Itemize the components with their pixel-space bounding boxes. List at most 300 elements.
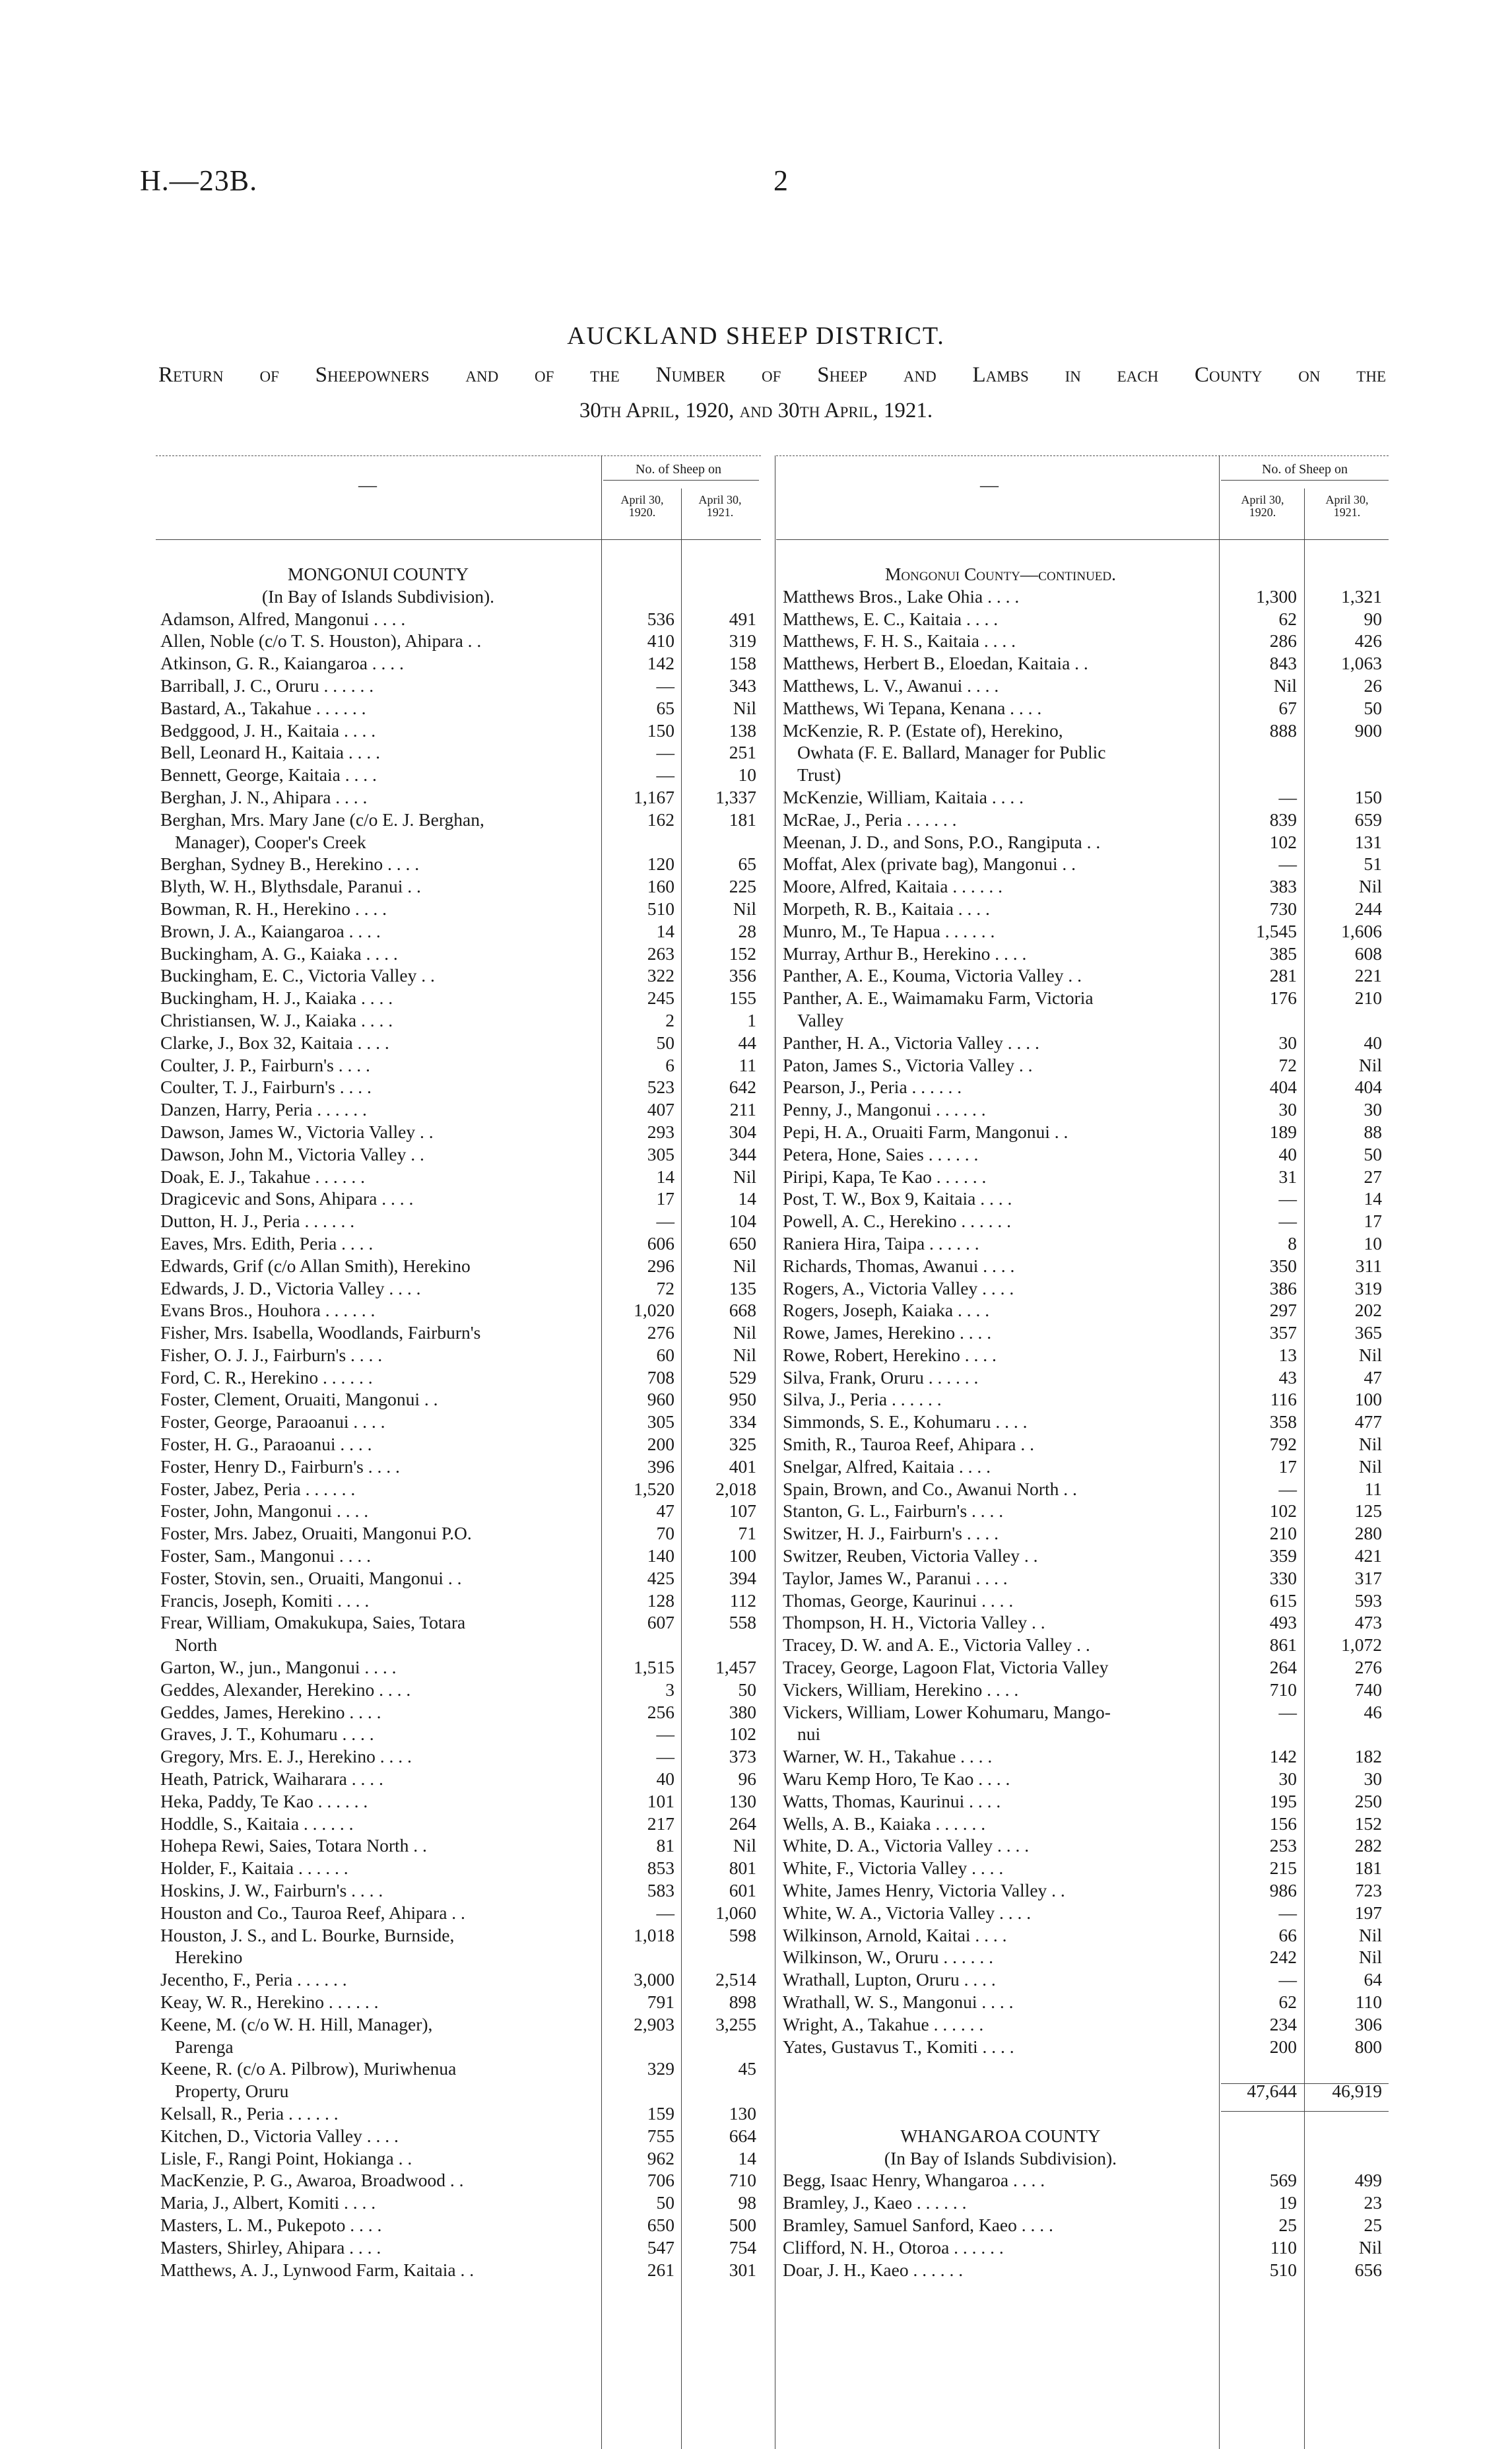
table-row [160,1211,756,1233]
sheep-1920: 615 [1269,1590,1297,1611]
owner-name: Lisle, F., Rangi Point, Hokianga . . [160,2147,412,2168]
table-row [160,1479,756,1501]
table-row [160,965,756,988]
sheep-1921: 1,072 [1341,1634,1382,1656]
table-row [160,1835,756,1858]
table-row [160,1010,756,1032]
table-row [160,1969,756,1992]
owner-name: Edwards, J. D., Victoria Valley . . . . [160,1277,421,1298]
table-row [160,898,756,921]
sheep-1921: 598 [729,1924,756,1945]
table-row [160,1300,756,1322]
sheep-1920: 493 [1269,1612,1297,1633]
sheep-1920: 150 [647,720,674,741]
sheep-1920: 128 [647,1590,674,1611]
sheep-1920: 242 [1269,1947,1297,1968]
sheep-1921: 1,063 [1341,653,1382,674]
table-row [160,698,756,720]
owner-name: Coulter, T. J., Fairburn's . . . . [160,1077,372,1098]
table-row [783,1122,1386,1144]
sheep-1921: 131 [1354,831,1382,852]
table-row [160,1545,756,1568]
owner-name: Brown, J. A., Kaiangaroa . . . . [160,920,381,941]
owner-name: Raniera Hira, Taipa . . . . . . [783,1232,979,1254]
sheep-1921: 23 [1364,2192,1382,2213]
sheep-1921: 17 [1364,1211,1382,1232]
sheep-1920: 396 [647,1456,674,1477]
owner-name: Yates, Gustavus T., Komiti . . . . [783,2036,1014,2057]
owner-name: Spain, Brown, and Co., Awanui North . . [783,1478,1077,1499]
left-group-header: No. of Sheep on [636,462,721,477]
table-row [783,809,1386,832]
owner-name: Valley [797,1009,844,1030]
owner-name: Parenga [175,2036,234,2057]
owner-name: Gregory, Mrs. E. J., Herekino . . . . [160,1746,412,1767]
sheep-1921: 740 [1354,1679,1382,1700]
owner-name: Bedggood, J. H., Kaitaia . . . . [160,720,376,741]
table-row [160,1568,756,1590]
owner-name: Fisher, O. J. J., Fairburn's . . . . [160,1344,383,1365]
table-row [160,720,756,743]
sheep-1921: 500 [729,2214,756,2235]
table-row [783,2014,1386,2036]
sheep-1921: 656 [1354,2259,1382,2280]
table-row [160,764,756,787]
table-row [783,1322,1386,1345]
owner-name: Wrathall, Lupton, Oruru . . . . [783,1969,996,1990]
sheep-1920: 47,644 [1247,2081,1297,2102]
table-row [783,1367,1386,1390]
sheep-1920: 200 [1269,2036,1297,2057]
owner-name: Wilkinson, Arnold, Kaitai . . . . [783,1924,1007,1945]
owner-name: (In Bay of Islands Subdivision). [261,586,495,607]
table-row [160,2036,756,2059]
table-row [783,2192,1386,2215]
table-row [160,609,756,631]
table-row [160,2260,756,2282]
sheep-1920: 305 [647,1411,674,1432]
sheep-1921: 343 [729,675,756,696]
sheep-1920: 159 [647,2102,674,2124]
table-row [783,1791,1386,1813]
table-row [160,1411,756,1434]
owner-name: Owhata (F. E. Ballard, Manager for Public [797,742,1106,763]
table-row [160,1634,756,1657]
table-row [783,1545,1386,1568]
sheep-1921: 130 [729,1790,756,1811]
table-row [783,653,1386,675]
table-row [160,1992,756,2014]
section-heading [160,564,756,586]
sheep-1920: 140 [647,1545,674,1566]
sheep-1921: 150 [1354,786,1382,807]
sheep-1920: 215 [1269,1858,1297,1879]
left-top-rule [156,455,761,456]
table-row [160,630,756,653]
table-row [783,1902,1386,1925]
sheep-1920: 101 [647,1790,674,1811]
table-row [160,1434,756,1456]
sheep-1921: 158 [729,653,756,674]
table-row [160,2014,756,2036]
sheep-1921: 102 [729,1724,756,1745]
sheep-1920: 30 [1278,1099,1297,1120]
owner-name: Clarke, J., Box 32, Kaitaia . . . . [160,1032,389,1053]
table-row [783,586,1386,609]
owner-name: Rogers, Joseph, Kaiaka . . . . [783,1300,990,1321]
owner-name: Blyth, W. H., Blythsdale, Paranui . . [160,876,421,897]
sheep-1920: 234 [1269,2013,1297,2034]
sheep-1921: 325 [729,1434,756,1455]
sheep-1920: — [1278,1969,1297,1990]
table-row [783,2260,1386,2282]
sheep-1920: 296 [647,1255,674,1276]
sheep-1921: 608 [1354,943,1382,964]
table-row [160,832,756,854]
sheep-1921: 135 [729,1277,756,1298]
owner-name: Trust) [797,764,841,786]
owner-name: Panther, A. E., Kouma, Victoria Valley . . [783,965,1082,986]
table-row [783,1077,1386,1099]
table-row [160,2148,756,2170]
sheep-1921: 898 [729,1992,756,2012]
table-row [783,1411,1386,1434]
sheep-1920: 843 [1269,653,1297,674]
table-row [160,943,756,966]
sheep-1920: 263 [647,943,674,964]
sheep-1920: 14 [656,920,674,941]
owner-name: Watts, Thomas, Kaurinui . . . . [783,1790,1001,1811]
sheep-1920: 40 [656,1768,674,1790]
table-row [160,1233,756,1256]
sheep-1920: 385 [1269,943,1297,964]
right-header-rule [776,539,1389,540]
sheep-1920: 65 [656,697,674,718]
owner-name: Vickers, William, Lower Kohumaru, Mango- [783,1701,1111,1722]
owner-name: Buckingham, H. J., Kaiaka . . . . [160,988,393,1009]
sheep-1920: 986 [1269,1880,1297,1901]
sheep-1920: — [656,764,674,786]
table-row [783,1300,1386,1322]
sheep-1921: Nil [1358,1456,1382,1477]
sheep-1920: — [1278,786,1297,807]
sheep-1920: 30 [1278,1768,1297,1790]
table-row [783,1032,1386,1055]
sheep-1921: 50 [1364,1143,1382,1164]
sheep-1920: 607 [647,1612,674,1633]
sheep-1920: 43 [1278,1366,1297,1388]
table-row [160,1345,756,1367]
owner-name: Warner, W. H., Takahue . . . . [783,1746,993,1767]
table-row [783,832,1386,854]
sheep-1920: 162 [647,809,674,830]
owner-name: Garton, W., jun., Mangonui . . . . [160,1657,397,1678]
owner-name: Bell, Leonard H., Kaitaia . . . . [160,742,380,763]
sheep-1921: 28 [738,920,756,941]
sheep-1921: Nil [733,898,756,919]
table-row [160,1724,756,1746]
sheep-1921: 51 [1364,854,1382,875]
table-row [783,2170,1386,2192]
table-row [783,988,1386,1010]
table-row [783,1434,1386,1456]
right-col1-header: April 30, 1920. [1241,493,1284,519]
sheep-1921: 14 [738,1188,756,1209]
sheep-1920: — [656,1724,674,1745]
sheep-1920: 357 [1269,1322,1297,1343]
owner-name: Pepi, H. A., Oruaiti Farm, Mangonui . . [783,1121,1068,1142]
table-row [783,1992,1386,2014]
sheep-1921: 276 [1354,1657,1382,1678]
owner-name: Coulter, J. P., Fairburn's . . . . [160,1054,370,1075]
owner-name: Dragicevic and Sons, Ahipara . . . . [160,1188,414,1209]
sheep-1921: 225 [729,876,756,897]
sheep-1921: 304 [729,1121,756,1142]
table-row [160,1612,756,1634]
sheep-1921: 664 [729,2125,756,2146]
sheep-1921: Nil [733,1835,756,1856]
owner-name: Matthews, Wi Tepana, Kenana . . . . [783,697,1042,718]
sheep-1921: 394 [729,1567,756,1588]
table-row [160,1055,756,1077]
sheep-1920: 253 [1269,1835,1297,1856]
owner-name: Danzen, Harry, Peria . . . . . . [160,1099,367,1120]
sheep-1920: 40 [1278,1143,1297,1164]
owner-name: Waru Kemp Horo, Te Kao . . . . [783,1768,1010,1790]
sheep-1921: 710 [729,2170,756,2191]
sheep-1920: 358 [1269,1411,1297,1432]
sheep-1921: Nil [1358,1054,1382,1075]
sheep-1920: 19 [1278,2192,1297,2213]
sheep-1920: 62 [1278,608,1297,629]
table-row [160,876,756,898]
owner-name: Rowe, James, Herekino . . . . [783,1322,992,1343]
sheep-1920: 650 [647,2214,674,2235]
sheep-1920: 110 [1270,2236,1297,2258]
sheep-1921: 202 [1354,1300,1382,1321]
table-row [160,1322,756,1345]
table-row [783,1099,1386,1122]
sheep-1920: 81 [656,1835,674,1856]
owner-name: Bastard, A., Takahue . . . . . . [160,697,366,718]
owner-name: nui [797,1724,821,1745]
sheep-1921: 64 [1364,1969,1382,1990]
owner-name: Silva, Frank, Oruru . . . . . . [783,1366,979,1388]
table-row [160,1523,756,1545]
sheep-1920: 261 [647,2259,674,2280]
sheep-1921: 11 [739,1054,756,1075]
sheep-1921: 3,255 [715,2013,756,2034]
sheep-1921: 264 [729,1813,756,1834]
owner-name: Allen, Noble (c/o T. S. Houston), Ahipara . . [160,630,482,652]
right-col2-header: April 30, 1921. [1325,493,1369,519]
sheep-1921: 282 [1354,1835,1382,1856]
owner-name: Thompson, H. H., Victoria Valley . . [783,1612,1045,1633]
total-row [783,2081,1386,2103]
table-row [160,1367,756,1390]
sheep-1921: 14 [738,2147,756,2168]
owner-name: Manager), Cooper's Creek [175,831,366,852]
table-row [160,1925,756,1947]
table-row [783,1634,1386,1657]
table-row [783,1500,1386,1523]
sheep-1921: 401 [729,1456,756,1477]
table-row [160,1188,756,1211]
table-row [783,1456,1386,1479]
table-row [160,1166,756,1189]
sheep-1920: — [1278,1211,1297,1232]
sheep-1921: 50 [1364,697,1382,718]
sheep-1920: 217 [647,1813,674,1834]
owner-name: Clifford, N. H., Otoroa . . . . . . [783,2236,1004,2258]
right-name-col-header: — [980,475,999,496]
table-row [783,1702,1386,1724]
sheep-1921: 317 [1354,1567,1382,1588]
sheep-1921: 421 [1354,1545,1382,1566]
sheep-1921: 25 [1364,2214,1382,2235]
sheep-1921: 558 [729,1612,756,1633]
owner-name: Maria, J., Albert, Komiti . . . . [160,2192,376,2213]
sheep-1920: 1,018 [634,1924,674,1945]
table-row [160,1256,756,1278]
sheep-1920: 404 [1269,1077,1297,1098]
table-row [783,1389,1386,1411]
sheep-1921: 380 [729,1701,756,1722]
owner-name: White, D. A., Victoria Valley . . . . [783,1835,1030,1856]
owner-name: WHANGAROA COUNTY [900,2125,1101,2146]
table-row [160,2058,756,2081]
table-row [783,720,1386,743]
table-row [783,1947,1386,1969]
owner-name: Moffat, Alex (private bag), Mangonui . . [783,854,1076,875]
owner-name: Dutton, H. J., Peria . . . . . . [160,1211,355,1232]
sheep-1921: 668 [729,1300,756,1321]
owner-name: Meenan, J. D., and Sons, P.O., Rangiputa . . [783,831,1101,852]
sheep-1921: 754 [729,2236,756,2258]
sheep-1921: 40 [1364,1032,1382,1053]
right-top-rule [776,455,1389,456]
table-row [160,1768,756,1791]
owner-name: Herekino [175,1947,243,1968]
owner-name: Foster, Clement, Oruaiti, Mangonui . . [160,1389,438,1410]
sheep-1921: 152 [1354,1813,1382,1834]
sheep-1920: 329 [647,2058,674,2079]
sheep-1921: 65 [738,854,756,875]
owner-name: Hoskins, J. W., Fairburn's . . . . [160,1880,383,1901]
table-row [783,1813,1386,1836]
sheep-1921: 71 [738,1523,756,1544]
owner-name: Masters, L. M., Pukepoto . . . . [160,2214,382,2235]
owner-name: Dawson, John M., Victoria Valley . . [160,1143,424,1164]
table-row [783,1768,1386,1791]
sheep-1920: 1,167 [634,786,674,807]
sheep-1920: 536 [647,608,674,629]
page-title: AUCKLAND SHEEP DISTRICT. [567,322,945,350]
sheep-1920: 710 [1269,1679,1297,1700]
sheep-1921: 88 [1364,1121,1382,1142]
left-col2-header: April 30, 1921. [698,493,742,519]
table-row [160,1947,756,1969]
sheep-1921: 104 [729,1211,756,1232]
sheep-1920: 755 [647,2125,674,2146]
owner-name: Panther, A. E., Waimamaku Farm, Victoria [783,988,1094,1009]
owner-name: Geddes, Alexander, Herekino . . . . [160,1679,411,1700]
table-row [160,1880,756,1902]
table-row [783,2215,1386,2237]
sheep-1921: 593 [1354,1590,1382,1611]
left-table-body [160,564,756,2281]
sheep-1920: — [1278,854,1297,875]
sheep-1921: 311 [1355,1255,1382,1276]
owner-name: Morpeth, R. B., Kaitaia . . . . [783,898,990,919]
sheep-1921: Nil [733,1255,756,1276]
sheep-1920: 176 [1269,988,1297,1009]
table-row [783,943,1386,966]
sheep-1920: 72 [1278,1054,1297,1075]
owner-name: White, W. A., Victoria Valley . . . . [783,1902,1032,1923]
sheep-1921: 900 [1354,720,1382,741]
owner-name: White, James Henry, Victoria Valley . . [783,1880,1065,1901]
table-row [160,653,756,675]
sheep-1921: 244 [1354,898,1382,919]
table-row [783,1211,1386,1233]
sheep-1921: 723 [1354,1880,1382,1901]
owner-name: Munro, M., Te Hapua . . . . . . [783,920,995,941]
sheep-1920: 72 [656,1277,674,1298]
table-row [783,1479,1386,1501]
sheep-1921: 44 [738,1032,756,1053]
sheep-1920: 706 [647,2170,674,2191]
owner-name: Wilkinson, W., Oruru . . . . . . [783,1947,993,1968]
owner-name: Piripi, Kapa, Te Kao . . . . . . [783,1166,987,1187]
sheep-1921: 659 [1354,809,1382,830]
sheep-1921: Nil [1358,1344,1382,1365]
sheep-1921: 152 [729,943,756,964]
sheep-1920: 2,903 [634,2013,674,2034]
owner-name: Doar, J. H., Kaeo . . . . . . [783,2259,964,2280]
owner-name: Switzer, H. J., Fairburn's . . . . [783,1523,999,1544]
table-row [160,2170,756,2192]
table-row [783,1746,1386,1768]
sheep-1920: 1,515 [634,1657,674,1678]
sheep-1921: 47 [1364,1366,1382,1388]
table-row [783,965,1386,988]
table-row [783,698,1386,720]
owner-name: Matthews, A. J., Lynwood Farm, Kaitaia . . [160,2259,475,2280]
owner-name: Wrathall, W. S., Mangonui . . . . [783,1992,1014,2012]
owner-name: McRae, J., Peria . . . . . . [783,809,957,830]
sheep-1920: 305 [647,1143,674,1164]
sheep-1921: 491 [729,608,756,629]
table-row [783,609,1386,631]
sheep-1921: 130 [729,2102,756,2124]
section-heading [783,2126,1386,2148]
owner-name: Taylor, James W., Paranui . . . . [783,1567,1008,1588]
sheep-1921: 30 [1364,1768,1382,1790]
sheep-1920: 293 [647,1121,674,1142]
table-row [783,1657,1386,1679]
owner-name: Bennett, George, Kaitaia . . . . [160,764,377,786]
sheep-1920: 70 [656,1523,674,1544]
sheep-1921: 90 [1364,608,1382,629]
sheep-1921: 280 [1354,1523,1382,1544]
owner-name: Richards, Thomas, Awanui . . . . [783,1255,1015,1276]
sheep-1920: 730 [1269,898,1297,919]
sheep-1921: 100 [729,1545,756,1566]
sheep-1920: — [656,1902,674,1923]
owner-name: Foster, Jabez, Peria . . . . . . [160,1478,356,1499]
owner-name: Matthews, F. H. S., Kaitaia . . . . [783,630,1016,652]
